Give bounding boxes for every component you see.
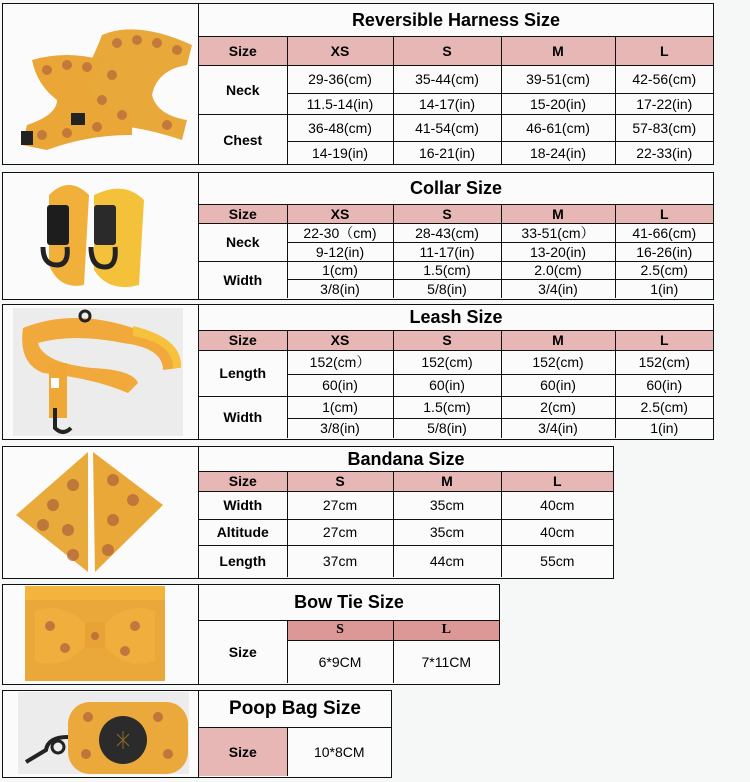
cell: 40cm <box>501 491 613 519</box>
harness-size-table <box>199 4 713 165</box>
harness-size-section <box>2 3 714 165</box>
cell: 2.0(cm) <box>501 261 615 279</box>
cell: 44cm <box>393 545 501 577</box>
cell: 40cm <box>501 519 613 545</box>
column-header-xs: XS <box>287 204 393 223</box>
cell: 5/8(in) <box>393 279 501 298</box>
leash-title: Leash Size <box>199 305 713 330</box>
column-header-l: L <box>501 471 613 491</box>
column-header-size: Size <box>199 204 287 223</box>
cell: 1(in) <box>615 418 713 438</box>
column-header-xs: XS <box>287 36 393 65</box>
cell: 6*9CM <box>287 640 393 683</box>
cell: 35cm <box>393 491 501 519</box>
cell: 3/4(in) <box>501 279 615 298</box>
poop-bag-title: Poop Bag Size <box>199 691 391 727</box>
cell: 3/4(in) <box>501 418 615 438</box>
cell: 36-48(cm) <box>287 114 393 141</box>
bandana-size-table <box>199 447 613 577</box>
cell: 22-30（cm) <box>287 223 393 242</box>
cell: 11.5-14(in) <box>287 93 393 114</box>
collar-photo <box>29 175 153 297</box>
row-label-size: Size <box>199 620 287 683</box>
poop-bag-holder-photo <box>18 692 189 774</box>
column-header-s: S <box>393 204 501 223</box>
column-header-m: M <box>393 471 501 491</box>
bowtie-image-cell <box>3 585 199 684</box>
cell: 27cm <box>287 519 393 545</box>
row-label-neck: Neck <box>199 223 287 261</box>
row-label-width: Width <box>199 491 287 519</box>
bowtie-size-section <box>2 584 500 685</box>
cell: 152(cm） <box>287 350 393 374</box>
column-header-m: M <box>501 204 615 223</box>
cell: 16-21(in) <box>393 141 501 165</box>
cell: 14-17(in) <box>393 93 501 114</box>
bowtie-title: Bow Tie Size <box>199 585 499 620</box>
poop-bag-size-section <box>2 690 392 778</box>
cell: 46-61(cm) <box>501 114 615 141</box>
cell: 33-51(cm） <box>501 223 615 242</box>
harness-photo <box>7 15 193 155</box>
cell: 28-43(cm) <box>393 223 501 242</box>
column-header-l: L <box>393 620 499 640</box>
cell: 9-12(in) <box>287 242 393 261</box>
collar-size-section <box>2 172 714 300</box>
bandana-size-section <box>2 446 614 579</box>
cell: 35-44(cm) <box>393 65 501 93</box>
collar-image-cell <box>3 173 199 299</box>
cell: 152(cm) <box>615 350 713 374</box>
cell: 22-33(in) <box>615 141 713 165</box>
leash-size-section <box>2 304 714 440</box>
cell: 2.5(cm) <box>615 261 713 279</box>
row-label-length: Length <box>199 545 287 577</box>
column-header-s: S <box>393 36 501 65</box>
cell: 2(cm) <box>501 396 615 418</box>
cell: 152(cm) <box>501 350 615 374</box>
row-label-neck: Neck <box>199 65 287 114</box>
cell: 41-54(cm) <box>393 114 501 141</box>
cell: 11-17(in) <box>393 242 501 261</box>
bowtie-photo <box>25 586 165 681</box>
column-header-size: Size <box>199 471 287 491</box>
row-label-altitude: Altitude <box>199 519 287 545</box>
bowtie-size-table <box>199 585 499 683</box>
collar-icon <box>29 175 153 297</box>
column-header-xs: XS <box>287 330 393 350</box>
column-header-size: Size <box>199 330 287 350</box>
cell: 5/8(in) <box>393 418 501 438</box>
collar-size-table <box>199 173 713 298</box>
cell: 57-83(cm) <box>615 114 713 141</box>
cell: 152(cm) <box>393 350 501 374</box>
column-header-l: L <box>615 204 713 223</box>
cell: 60(in) <box>501 374 615 396</box>
bandana-icon <box>13 450 178 575</box>
cell: 18-24(in) <box>501 141 615 165</box>
cell: 37cm <box>287 545 393 577</box>
cell: 3/8(in) <box>287 418 393 438</box>
collar-title: Collar Size <box>199 173 713 204</box>
bandana-title: Bandana Size <box>199 447 613 471</box>
column-header-s: S <box>287 620 393 640</box>
harness-image-cell <box>3 4 199 164</box>
column-header-l: L <box>615 36 713 65</box>
poop-bag-image-cell <box>3 691 199 777</box>
poop-bag-holder-icon <box>18 692 189 774</box>
row-label-size: Size <box>199 727 287 776</box>
column-header-m: M <box>501 330 615 350</box>
row-label-width: Width <box>199 261 287 298</box>
cell: 1(in) <box>615 279 713 298</box>
cell: 29-36(cm) <box>287 65 393 93</box>
cell: 42-56(cm) <box>615 65 713 93</box>
cell: 60(in) <box>615 374 713 396</box>
cell: 2.5(cm) <box>615 396 713 418</box>
cell: 60(in) <box>393 374 501 396</box>
bandana-photo <box>13 450 178 575</box>
cell: 35cm <box>393 519 501 545</box>
cell: 7*11CM <box>393 640 499 683</box>
leash-size-table <box>199 305 713 438</box>
cell: 10*8CM <box>287 727 391 776</box>
cell: 1(cm) <box>287 396 393 418</box>
column-header-l: L <box>615 330 713 350</box>
row-label-length: Length <box>199 350 287 396</box>
cell: 17-22(in) <box>615 93 713 114</box>
cell: 1(cm) <box>287 261 393 279</box>
column-header-s: S <box>287 471 393 491</box>
leash-photo <box>13 308 183 436</box>
cell: 27cm <box>287 491 393 519</box>
cell: 16-26(in) <box>615 242 713 261</box>
cell: 60(in) <box>287 374 393 396</box>
cell: 14-19(in) <box>287 141 393 165</box>
harness-title: Reversible Harness Size <box>199 4 713 36</box>
harness-icon <box>7 15 193 155</box>
column-header-m: M <box>501 36 615 65</box>
cell: 41-66(cm) <box>615 223 713 242</box>
cell: 1.5(cm) <box>393 261 501 279</box>
cell: 55cm <box>501 545 613 577</box>
column-header-s: S <box>393 330 501 350</box>
leash-icon <box>13 308 183 436</box>
cell: 39-51(cm) <box>501 65 615 93</box>
cell: 13-20(in) <box>501 242 615 261</box>
row-label-width: Width <box>199 396 287 438</box>
column-header-size: Size <box>199 36 287 65</box>
cell: 3/8(in) <box>287 279 393 298</box>
leash-image-cell <box>3 305 199 439</box>
bandana-image-cell <box>3 447 199 578</box>
cell: 15-20(in) <box>501 93 615 114</box>
poop-bag-size-table <box>199 691 391 776</box>
row-label-chest: Chest <box>199 114 287 165</box>
bowtie-icon <box>25 586 165 681</box>
cell: 1.5(cm) <box>393 396 501 418</box>
